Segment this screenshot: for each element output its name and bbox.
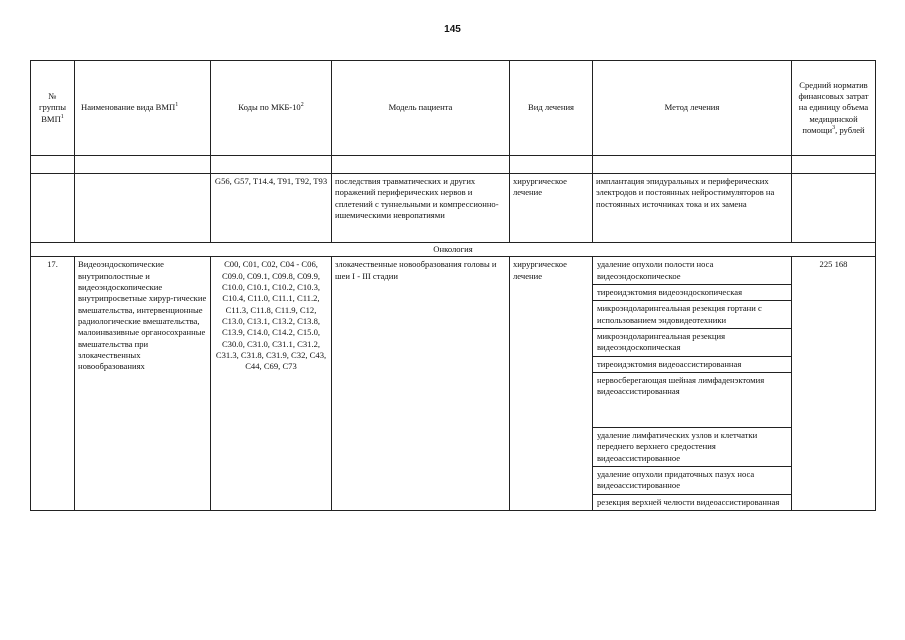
row-group-no: 17. bbox=[31, 257, 75, 511]
method-item: резекция верхней челюсти видеоассистированная bbox=[597, 496, 780, 507]
header-icd-codes: Коды по МКБ-$10^2$ bbox=[211, 61, 332, 156]
header-treatment-method: Метод лечения bbox=[593, 61, 792, 156]
row-patient-model: злокачественные новообразования головы и шеи I - III стадии bbox=[332, 257, 510, 511]
header-cost: Средний норматив финансовых затрат на единицу объема медицинской помощи$^3$, рублей bbox=[792, 61, 876, 156]
header-patient-model: Модель пациента bbox=[332, 61, 510, 156]
method-item: удаление опухоли полости носа видеоэндоскопическое bbox=[593, 257, 791, 285]
header-row bbox=[31, 61, 876, 156]
method-item: удаление лимфатических узлов и клетчатки переднего верхнего средостения видеоассистированное bbox=[593, 428, 791, 467]
row-cost: 225 168 bbox=[792, 257, 876, 511]
method-item: тиреоидэктомия видеоэндоскопическая bbox=[593, 285, 791, 301]
method-item: микроэндоларингеальная резекция гортани с использованием эндовидеотехники bbox=[593, 301, 791, 329]
row-icd-codes: C00, C01, C02, C04 - C06, C09.0, C09.1, C09.8, C09.9, C10.0, C10.1, C10.2, C10.3, C10.4, C11.0, C11.1, C11.2, C11.3, C11.8, C11.9, C12, C13.0, C13.1, C13.2, C13.8, C13.9, C14.0, C14.2, C15.0, C30.0, C31.0, C31.1, C31.2, C31.3, C31.8, C31.9, C32, C43, C44, C69, C73 bbox=[211, 257, 332, 511]
header-vmp-name: Наименование вида ВМП$^1$ bbox=[75, 61, 211, 156]
prev-codes: G56, G57, T14.4, T91, T92, T93 bbox=[211, 174, 332, 243]
prev-method: имплантация эпидуральных и периферических электродов и постоянных нейростимуляторов на постоянных источниках тока и их замена bbox=[593, 174, 792, 243]
table-row bbox=[31, 174, 876, 243]
prev-treatment-type: хирургическое лечение bbox=[510, 174, 593, 243]
section-row bbox=[31, 243, 876, 257]
table-row bbox=[31, 257, 876, 511]
prev-patient-model: последствия травматических и других поражений периферических нервов и сплетений с туннельными и компрессионно-ишемическими невропатиями bbox=[332, 174, 510, 243]
header-group-no: № группы ВМП$^1$ bbox=[31, 61, 75, 156]
vmp-table bbox=[30, 60, 876, 511]
spacer-row bbox=[31, 156, 876, 174]
method-item: нервосберегающая шейная лимфаденэктомия видеоассистированная bbox=[593, 373, 791, 428]
section-title: Онкология bbox=[31, 243, 876, 257]
method-item: тиреоидэктомия видеоассистированная bbox=[593, 357, 791, 373]
row-methods bbox=[593, 257, 792, 511]
method-item: микроэндоларингеальная резекция видеоэндоскопическая bbox=[593, 329, 791, 357]
header-treatment-type: Вид лечения bbox=[510, 61, 593, 156]
row-treatment-type: хирургическое лечение bbox=[510, 257, 593, 511]
method-item: удаление опухоли придаточных пазух носа видеоассистированное bbox=[593, 467, 791, 495]
row-vmp-name: Видеоэндоскопические внутриполостные и видеоэндоскопические внутрипросветные хирур-гические вмешательства, интервенционные радиологические вмешательства, малоинвазивные органосохранные вмешательства при злокачественных новообразованиях bbox=[75, 257, 211, 511]
page-number: 145 bbox=[444, 24, 461, 35]
